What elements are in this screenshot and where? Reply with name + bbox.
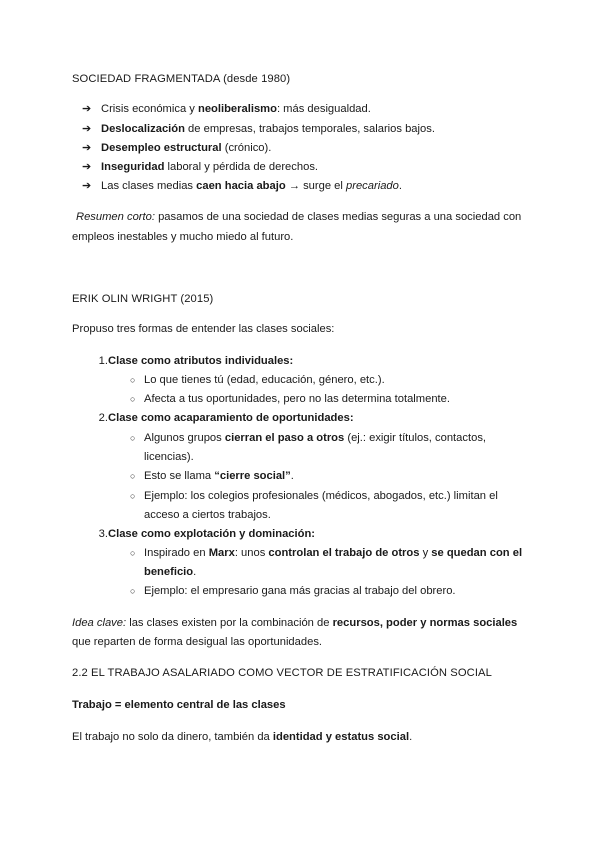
intro-text: Propuso tres formas de entender las clases sociales:: [72, 323, 335, 335]
sub-item-text: Lo que tienes tú (edad, educación, género, etc.).: [144, 374, 385, 386]
circle-bullet-icon: ○: [130, 375, 136, 385]
bullet-text: .: [398, 180, 402, 192]
list-number: 1.: [98, 355, 108, 367]
bullet-text: → surge el: [285, 180, 347, 192]
sub-item-bold: Marx: [208, 547, 235, 559]
bullet-text: Las clases medias: [101, 180, 197, 192]
numbered-item-title: Clase como explotación y dominación:: [108, 528, 316, 540]
sub-item-bold: beneficio: [144, 566, 194, 578]
circle-bullet-icon: ○: [130, 394, 136, 404]
idea-bold: recursos, poder y normas sociales: [332, 617, 518, 629]
section-heading-erik-olin-wright: ERIK OLIN WRIGHT (2015): [72, 293, 214, 305]
bullet-bold: Desempleo estructural: [101, 142, 222, 154]
summary-text: pasamos de una sociedad de clases medias seguras a una sociedad con: [154, 211, 522, 223]
bullet-bold: neoliberalismo: [197, 103, 277, 115]
summary-paragraph: [76, 210, 521, 224]
sub-item-text: Ejemplo: los colegios profesionales (médicos, abogados, etc.) limitan el: [144, 490, 498, 502]
sub-item-bold: “cierre social”: [214, 470, 291, 482]
subheading-text: Trabajo = elemento central de las clases: [72, 699, 286, 711]
bullet-bold: Deslocalización: [101, 123, 185, 135]
body-paragraph: [72, 730, 412, 744]
bullet-text: (crónico).: [221, 142, 272, 154]
sub-item-bold: controlan el trabajo de otros: [268, 547, 420, 559]
sub-item-text: (ej.: exigir títulos, contactos,: [344, 432, 487, 444]
idea-paragraph: [72, 616, 517, 630]
sub-item-text: Inspirado en: [144, 547, 209, 559]
circle-bullet-icon: ○: [130, 491, 136, 501]
arrow-bullet-icon: ➔: [82, 161, 92, 173]
body-text: .: [409, 731, 413, 743]
numbered-item-title: Clase como acaparamiento de oportunidades:: [108, 412, 354, 424]
bullet-italic: precariado: [346, 180, 399, 192]
idea-text: las clases existen por la combinación de: [126, 617, 333, 629]
sub-item-text: .: [290, 470, 294, 482]
bullet-text: Crisis económica y: [101, 103, 198, 115]
idea-paragraph-cont: que reparten de forma desigual las oportunidades.: [72, 636, 323, 648]
summary-label: Resumen corto:: [76, 211, 155, 223]
bullet-bold: caen hacia abajo: [196, 180, 286, 192]
sub-item-text: Afecta a tus oportunidades, pero no las determina totalmente.: [144, 393, 450, 405]
bullet-text: de empresas, trabajos temporales, salarios bajos.: [184, 123, 435, 135]
arrow-bullet-icon: ➔: [82, 123, 92, 135]
circle-bullet-icon: ○: [130, 586, 136, 596]
sub-item-text: y: [419, 547, 432, 559]
idea-label: Idea clave:: [72, 617, 127, 629]
section-heading-trabajo-asalariado: 2.2 EL TRABAJO ASALARIADO COMO VECTOR DE ESTRATIFICACIÓN SOCIAL: [72, 667, 492, 679]
list-number: 3.: [98, 528, 108, 540]
sub-item-text: Esto se llama: [144, 470, 215, 482]
subheading: [72, 698, 286, 712]
sub-item-text: Ejemplo: el empresario gana más gracias al trabajo del obrero.: [144, 585, 456, 597]
list-number: 2.: [98, 412, 108, 424]
bullet-bold: Inseguridad: [101, 161, 165, 173]
sub-item-text: .: [193, 566, 197, 578]
bullet-text: : más desigualdad.: [276, 103, 371, 115]
bullet-text: laboral y pérdida de derechos.: [164, 161, 319, 173]
sub-item-cont: licencias).: [144, 451, 194, 463]
sub-item-bold: cierran el paso a otros: [224, 432, 345, 444]
circle-bullet-icon: ○: [130, 471, 136, 481]
arrow-bullet-icon: ➔: [82, 142, 92, 154]
summary-paragraph-cont: empleos inestables y mucho miedo al futuro.: [72, 231, 294, 243]
arrow-bullet-icon: ➔: [82, 180, 92, 192]
body-bold: identidad y estatus social: [272, 731, 410, 743]
sub-item-cont: acceso a ciertos trabajos.: [144, 509, 271, 521]
sub-item-bold: se quedan con el: [431, 547, 523, 559]
section-heading-sociedad-fragmentada: SOCIEDAD FRAGMENTADA (desde 1980): [72, 73, 291, 85]
body-text: El trabajo no solo da dinero, también da: [72, 731, 273, 743]
arrow-bullet-icon: ➔: [82, 103, 92, 115]
sub-item-cont: [144, 565, 196, 579]
sub-item-text: Algunos grupos: [144, 432, 225, 444]
circle-bullet-icon: ○: [130, 433, 136, 443]
numbered-item-title: Clase como atributos individuales:: [108, 355, 294, 367]
sub-item-text: : unos: [234, 547, 269, 559]
circle-bullet-icon: ○: [130, 548, 136, 558]
